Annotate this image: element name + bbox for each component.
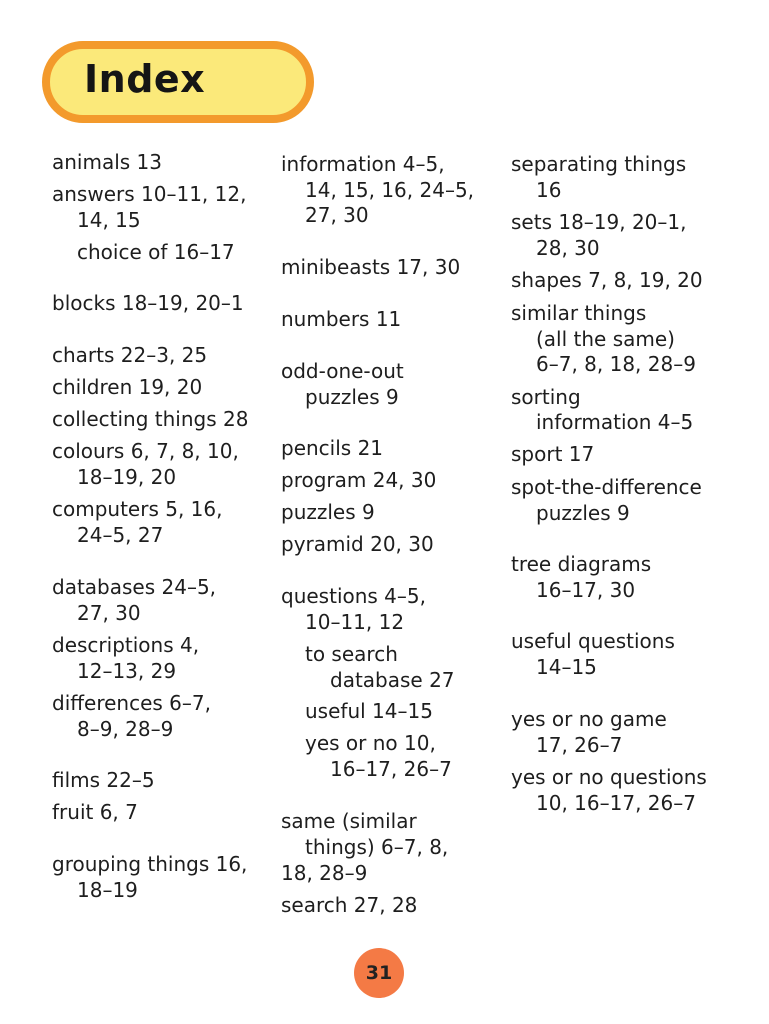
page-number-badge: 31 xyxy=(354,948,404,998)
index-entry-continuation: 17, 26–7 xyxy=(536,733,623,757)
index-entry-continuation: things) 6–7, 8, xyxy=(305,835,449,859)
index-entry: children 19, 20 xyxy=(52,375,203,399)
index-entry: pencils 21 xyxy=(281,436,384,460)
index-entry: sport 17 xyxy=(511,442,595,466)
index-entry: databases 24–5, xyxy=(52,575,217,599)
index-entry: similar things xyxy=(511,301,647,325)
index-entry-continuation: 14, 15 xyxy=(77,208,141,232)
index-entry: films 22–5 xyxy=(52,768,155,792)
index-entry: spot-the-difference xyxy=(511,475,702,499)
index-subentry-continuation: database 27 xyxy=(330,668,455,692)
index-entry: questions 4–5, xyxy=(281,584,426,608)
index-entry-continuation: 8–9, 28–9 xyxy=(77,717,174,741)
index-entry-continuation: 12–13, 29 xyxy=(77,659,177,683)
index-entry: tree diagrams xyxy=(511,552,652,576)
index-subentry-continuation: 16–17, 26–7 xyxy=(330,757,452,781)
index-subentry: useful 14–15 xyxy=(305,699,433,723)
index-entry: same (similar xyxy=(281,809,417,833)
index-entry: separating things xyxy=(511,152,687,176)
index-entry: useful questions xyxy=(511,629,675,653)
index-entry: yes or no game xyxy=(511,707,667,731)
index-entry: information 4–5, xyxy=(281,152,445,176)
index-entry-continuation: 6–7, 8, 18, 28–9 xyxy=(536,352,696,376)
index-entry: pyramid 20, 30 xyxy=(281,532,434,556)
index-entry: sorting xyxy=(511,385,581,409)
index-entry: yes or no questions xyxy=(511,765,707,789)
index-entry: colours 6, 7, 8, 10, xyxy=(52,439,239,463)
index-entry: descriptions 4, xyxy=(52,633,200,657)
index-entry-continuation: information 4–5 xyxy=(536,410,694,434)
index-entry-continuation: 16–17, 30 xyxy=(536,578,636,602)
index-entry: puzzles 9 xyxy=(281,500,375,524)
index-entry-continuation: 18–19 xyxy=(77,878,138,902)
index-entry: animals 13 xyxy=(52,150,163,174)
index-entry: shapes 7, 8, 19, 20 xyxy=(511,268,703,292)
index-entry-continuation: 24–5, 27 xyxy=(77,523,164,547)
index-entry: search 27, 28 xyxy=(281,893,418,917)
index-entry: fruit 6, 7 xyxy=(52,800,138,824)
index-entry-continuation: 18–19, 20 xyxy=(77,465,177,489)
index-entry: computers 5, 16, xyxy=(52,497,223,521)
index-entry-continuation: (all the same) xyxy=(536,327,675,351)
index-entry: grouping things 16, xyxy=(52,852,248,876)
index-entry-continuation: 14–15 xyxy=(536,655,597,679)
index-entry-continuation: 27, 30 xyxy=(77,601,141,625)
index-entry: program 24, 30 xyxy=(281,468,437,492)
index-subentry: choice of 16–17 xyxy=(77,240,235,264)
index-entry: differences 6–7, xyxy=(52,691,211,715)
index-entry-continuation: 16 xyxy=(536,178,562,202)
index-entry: answers 10–11, 12, xyxy=(52,182,247,206)
index-entry-continuation: 18, 28–9 xyxy=(281,861,368,885)
index-entry-continuation: puzzles 9 xyxy=(305,385,399,409)
index-entry: odd-one-out xyxy=(281,359,404,383)
index-entry-continuation: 10–11, 12 xyxy=(305,610,405,634)
index-entry-continuation: 10, 16–17, 26–7 xyxy=(536,791,696,815)
index-entry: charts 22–3, 25 xyxy=(52,343,208,367)
index-title-banner xyxy=(42,41,314,123)
index-entry-continuation: puzzles 9 xyxy=(536,501,630,525)
index-subentry: to search xyxy=(305,642,398,666)
index-entry-continuation: 14, 15, 16, 24–5, xyxy=(305,178,475,202)
index-entry: collecting things 28 xyxy=(52,407,249,431)
index-entry: minibeasts 17, 30 xyxy=(281,255,461,279)
index-entry: numbers 11 xyxy=(281,307,402,331)
index-subentry: yes or no 10, xyxy=(305,731,436,755)
index-entry-continuation: 27, 30 xyxy=(305,203,369,227)
page-title: Index xyxy=(84,57,206,101)
index-entry: sets 18–19, 20–1, xyxy=(511,210,687,234)
index-entry-continuation: 28, 30 xyxy=(536,236,600,260)
index-entry: blocks 18–19, 20–1 xyxy=(52,291,244,315)
